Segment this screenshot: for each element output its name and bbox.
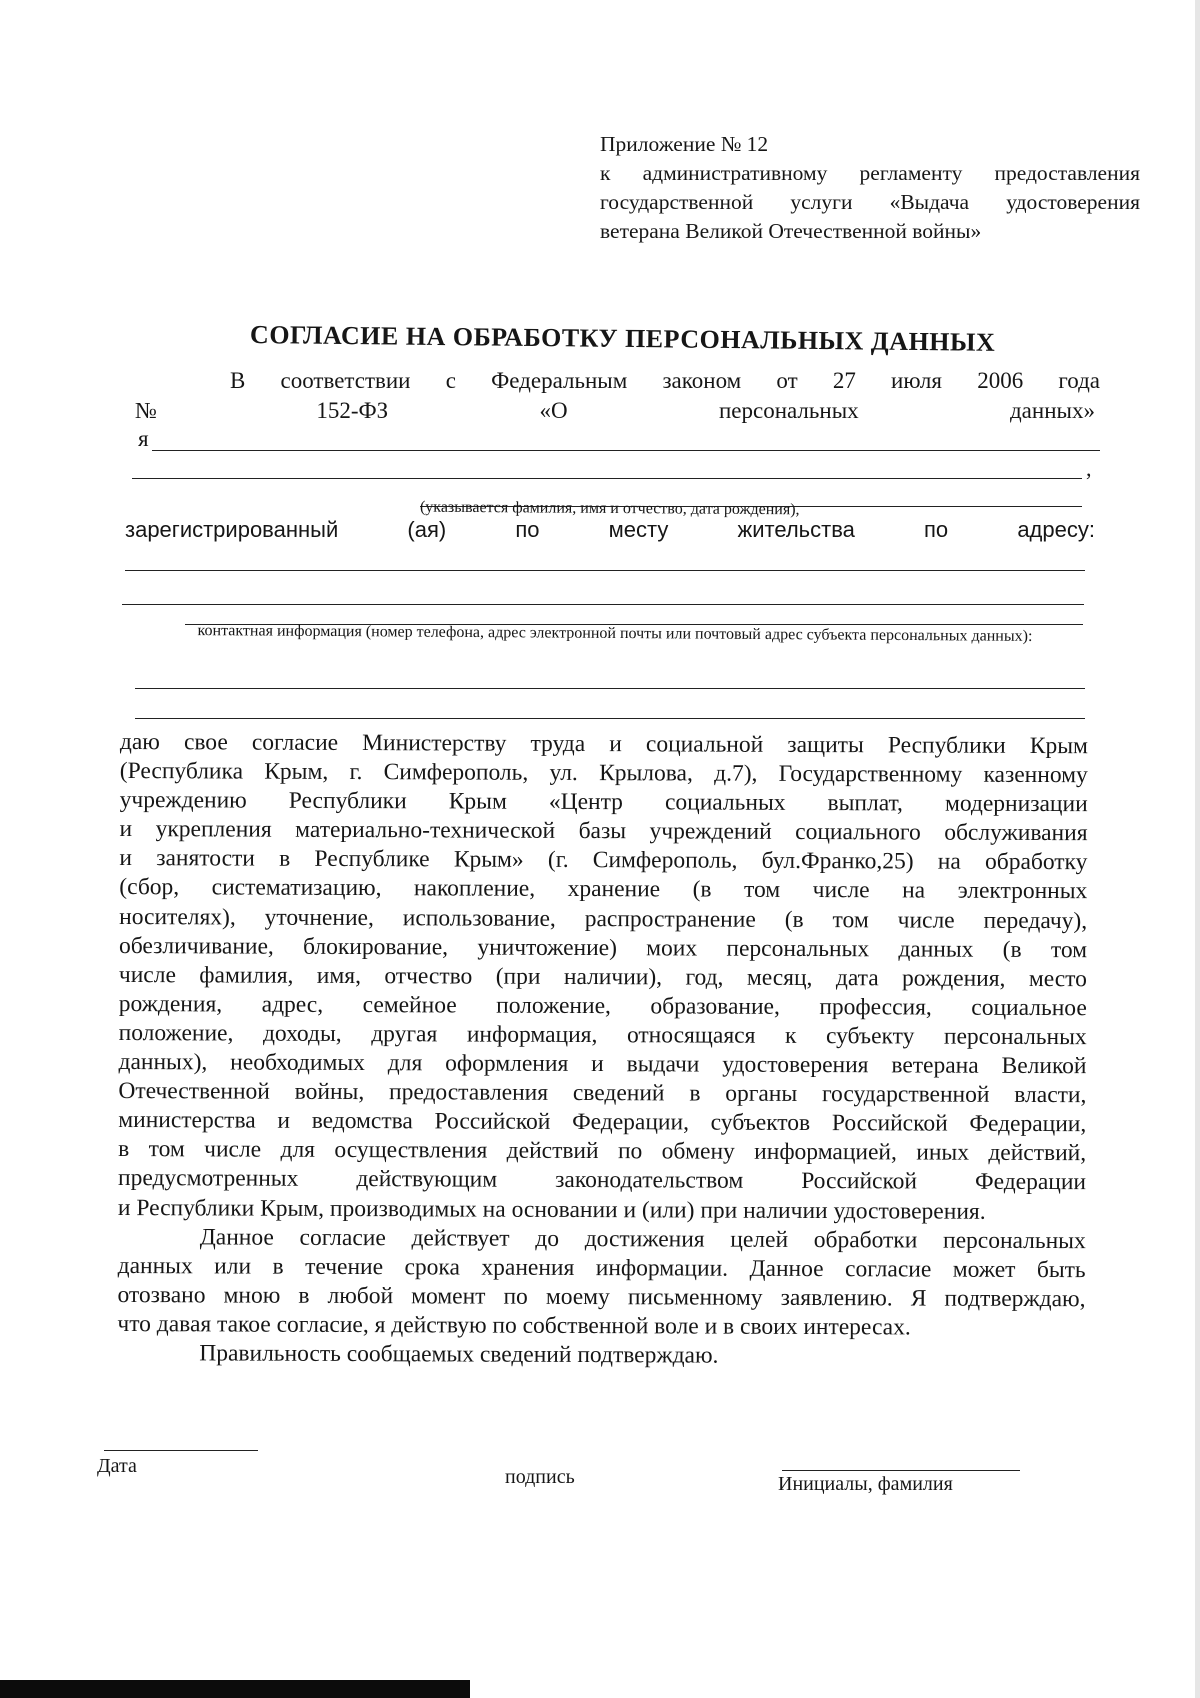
law-word: года: [1058, 368, 1100, 393]
law-word: 152-ФЗ: [316, 398, 389, 423]
signature-label: подпись: [505, 1466, 575, 1488]
validity-line: Данное согласие действует до достижения целей обработки персональных: [199, 1223, 1086, 1254]
contact-field-line-2[interactable]: [135, 718, 1085, 719]
consent-line: носителях), уточнение, использование, распространение (в том числе передачу),: [119, 903, 1088, 934]
contact-field-line-1[interactable]: [135, 688, 1085, 689]
reg-word: по: [515, 517, 540, 542]
consent-line: числе фамилия, имя, отчество (при наличии), год, месяц, дата рождения, место: [118, 961, 1087, 992]
law-word: Федеральным: [491, 368, 628, 393]
consent-line: положение, доходы, другая информация, относящаяся к субъекту персональных: [118, 1019, 1087, 1051]
address-field-line-2[interactable]: [122, 604, 1084, 605]
consent-line: министерства и ведомства Российской Федерации, субъектов Российской Федерации,: [118, 1107, 1087, 1138]
ya-label: я: [138, 426, 149, 451]
consent-line: и занятости в Республике Крым» (г. Симферополь, бул.Франко,25) на обработку: [119, 845, 1088, 876]
appendix-header: [600, 130, 1140, 246]
law-reference-line-2: [135, 398, 1095, 424]
reg-word: зарегистрированный: [125, 517, 339, 542]
law-word: соответствии: [280, 368, 411, 393]
registered-address-label: [125, 517, 1095, 543]
appendix-line: ветерана Великой Отечественной войны»: [600, 219, 982, 243]
contact-hint: контактная информация (номер телефона, адрес электронной почты или почтовый адрес субъекта персональных данных):: [197, 622, 1033, 645]
consent-body: [117, 728, 1088, 1372]
name-hint: (указывается фамилия, имя и отчество, дата рождения),: [419, 498, 800, 519]
name-field-line-1[interactable]: [152, 450, 1100, 451]
reg-word: жительства: [737, 517, 855, 542]
validity-line: данных или в течение срока хранения информации. Данное согласие может быть: [117, 1252, 1086, 1283]
initials-field-line[interactable]: [782, 1470, 1020, 1471]
consent-line: и укрепления материально-технической базы учреждений социального обслуживания: [119, 816, 1088, 847]
validity-line: что давая такое согласие, я действую по собственной воле и в своих интересах.: [117, 1310, 911, 1341]
law-word: законом: [662, 368, 742, 393]
validity-line: отозвано мною в любой момент по моему письменному заявлению. Я подтверждаю,: [117, 1281, 1086, 1312]
date-field-line[interactable]: [104, 1450, 258, 1451]
consent-line: (Республика Крым, г. Симферополь, ул. Крылова, д.7), Государственному казенному: [119, 758, 1088, 789]
consent-line: (сбор, систематизацию, накопление, хранение (в том числе на электронных: [119, 874, 1088, 905]
law-word: с: [445, 368, 456, 393]
consent-line: предусмотренных действующим законодательством Российской Федерации: [117, 1165, 1087, 1196]
law-reference-line-1: [230, 368, 1100, 394]
confirm-paragraph: [117, 1339, 1085, 1372]
reg-word: адресу:: [1017, 517, 1095, 542]
law-word: июля: [891, 368, 942, 393]
name-field-line-2[interactable]: [132, 478, 1082, 479]
appendix-number: Приложение № 12: [600, 132, 769, 156]
consent-line: в том числе для осуществления действий по обмену информацией, иных действий,: [118, 1136, 1087, 1167]
consent-line: Отечественной войны, предоставления сведений в органы государственной власти,: [118, 1078, 1087, 1109]
law-word: «О: [539, 398, 568, 423]
reg-word: по: [924, 517, 949, 542]
name-line-comma: ,: [1086, 456, 1092, 481]
law-word: персональных: [718, 398, 859, 423]
consent-line: рождения, адрес, семейное положение, образование, профессия, социальное: [118, 990, 1087, 1022]
appendix-line: государственной услуги «Выдача удостоверения: [600, 190, 1140, 214]
consent-line: и Республики Крым, производимых на основании и (или) при наличии удостоверения.: [117, 1194, 986, 1225]
date-label: Дата: [97, 1455, 137, 1477]
reg-word: месту: [608, 517, 669, 542]
reg-word: (ая): [407, 517, 447, 542]
scan-edge-shadow: [1195, 0, 1200, 1698]
law-word: 2006: [977, 368, 1024, 393]
initials-label: Инициалы, фамилия: [778, 1473, 953, 1495]
law-word: 27: [832, 368, 856, 393]
consent-line: обезличивание, блокирование, уничтожение) моих персональных данных (в том: [118, 932, 1088, 963]
appendix-line: к административному регламенту предоставления: [600, 161, 1140, 185]
validity-paragraph: [117, 1223, 1085, 1344]
law-word: №: [135, 398, 157, 423]
law-word: от: [776, 368, 798, 393]
scan-edge-dark: [0, 1680, 470, 1698]
consent-line: даю свое согласие Министерству труда и социальной защиты Республики Крым: [119, 729, 1088, 760]
confirm-line: Правильность сообщаемых сведений подтверждаю.: [199, 1340, 719, 1369]
consent-line: данных), необходимых для оформления и выдачи удостоверения ветерана Великой: [118, 1049, 1087, 1080]
consent-line: учреждению Республики Крым «Центр социальных выплат, модернизации: [119, 787, 1088, 818]
address-field-line-1[interactable]: [125, 570, 1085, 571]
consent-paragraph: [118, 728, 1088, 1227]
document-title: СОГЛАСИЕ НА ОБРАБОТКУ ПЕРСОНАЛЬНЫХ ДАННЫХ: [249, 320, 996, 357]
law-word: данных»: [1009, 398, 1095, 423]
law-word: В: [230, 368, 246, 393]
